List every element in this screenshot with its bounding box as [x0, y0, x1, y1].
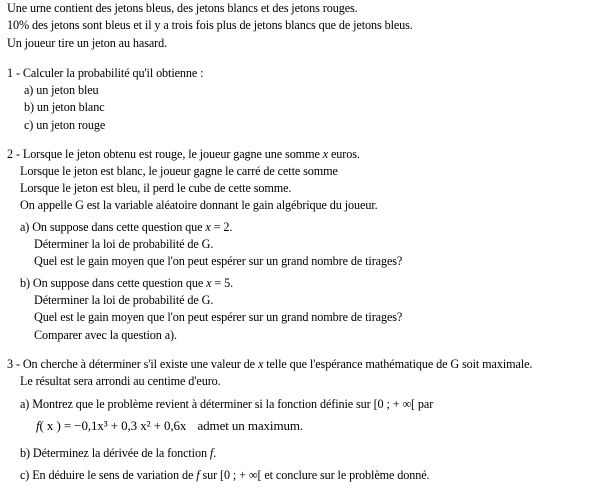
q2b-line-4: Comparer avec la question a). [34, 328, 177, 342]
q3c-line-1-post: sur [0 ; + ∞[ et conclure sur le problème donné. [199, 468, 430, 482]
q2-line-2: Lorsque le jeton est blanc, le joueur gagne le carré de cette somme [20, 164, 338, 178]
q2a-line-1 [20, 220, 232, 235]
intro-line-3: Un joueur tire un jeton au hasard. [7, 36, 168, 50]
q2-line-4: On appelle G est la variable aléatoire donnant le gain algébrique du joueur. [20, 198, 378, 212]
q3a-formula [36, 418, 303, 433]
q3b-line-1 [20, 446, 216, 461]
q3-line-1-pre: 3 - On cherche à déterminer s'il existe une valeur de [7, 357, 258, 371]
q1-heading: 1 - Calculer la probabilité qu'il obtienne : [7, 66, 204, 80]
q2a-line-1-post: = 2. [210, 220, 233, 234]
q3-line-1-post: telle que l'espérance mathématique de G soit maximale. [263, 357, 533, 371]
q2a-line-2: Déterminer la loi de probabilité de G. [34, 237, 214, 251]
function-name-f: f [209, 446, 214, 460]
formula-tail: admet un maximum. [197, 418, 304, 433]
function-name-f: f [196, 468, 200, 482]
q3a-line-1: a) Montrez que le problème revient à déterminer si la fonction définie sur [0 ; + ∞[ par [20, 397, 434, 411]
q2b-line-1-pre: b) On suppose dans cette question que [20, 276, 207, 290]
variable-x: x [206, 276, 212, 290]
q2-line-1-post: euros. [328, 147, 360, 161]
formula-argument: ( x ) [39, 418, 61, 433]
q2-line-3: Lorsque le jeton est bleu, il perd le cube de cette somme. [20, 181, 292, 195]
formula-expression: = −0,1x³ + 0,3 x² + 0,6x [63, 418, 187, 433]
variable-x: x [205, 220, 211, 234]
q3b-line-1-post: . [213, 446, 217, 460]
q1-item-a: a) un jeton bleu [24, 83, 99, 97]
q2b-line-3: Quel est le gain moyen que l'on peut espérer sur un grand nombre de tirages? [34, 310, 403, 324]
variable-x: x [257, 357, 264, 371]
q2-line-1-pre: 2 - Lorsque le jeton obtenu est rouge, le joueur gagne une somme [7, 147, 323, 161]
q3-line-2: Le résultat sera arrondi au centime d'euro. [20, 374, 221, 388]
q2b-line-1 [20, 276, 233, 291]
q2b-line-2: Déterminer la loi de probabilité de G. [34, 293, 214, 307]
q3c-line-1 [20, 468, 430, 483]
q3b-line-1-pre: b) Déterminez la dérivée de la fonction [20, 446, 210, 460]
q2b-line-1-post: = 5. [211, 276, 234, 290]
function-name-f: f [36, 418, 40, 433]
q1-item-c: c) un jeton rouge [24, 118, 106, 132]
q1-item-b: b) un jeton blanc [24, 100, 105, 114]
variable-x: x [322, 147, 329, 161]
q2-line-1 [7, 147, 360, 162]
q2a-line-3: Quel est le gain moyen que l'on peut espérer sur un grand nombre de tirages? [34, 254, 403, 268]
intro-line-2: 10% des jetons sont bleus et il y a trois fois plus de jetons blancs que de jetons bleus. [7, 18, 413, 32]
q3-line-1 [7, 357, 532, 372]
q2a-line-1-pre: a) On suppose dans cette question que [20, 220, 206, 234]
q3c-line-1-pre: c) En déduire le sens de variation de [20, 468, 197, 482]
intro-line-1: Une urne contient des jetons bleus, des jetons blancs et des jetons rouges. [7, 1, 358, 15]
